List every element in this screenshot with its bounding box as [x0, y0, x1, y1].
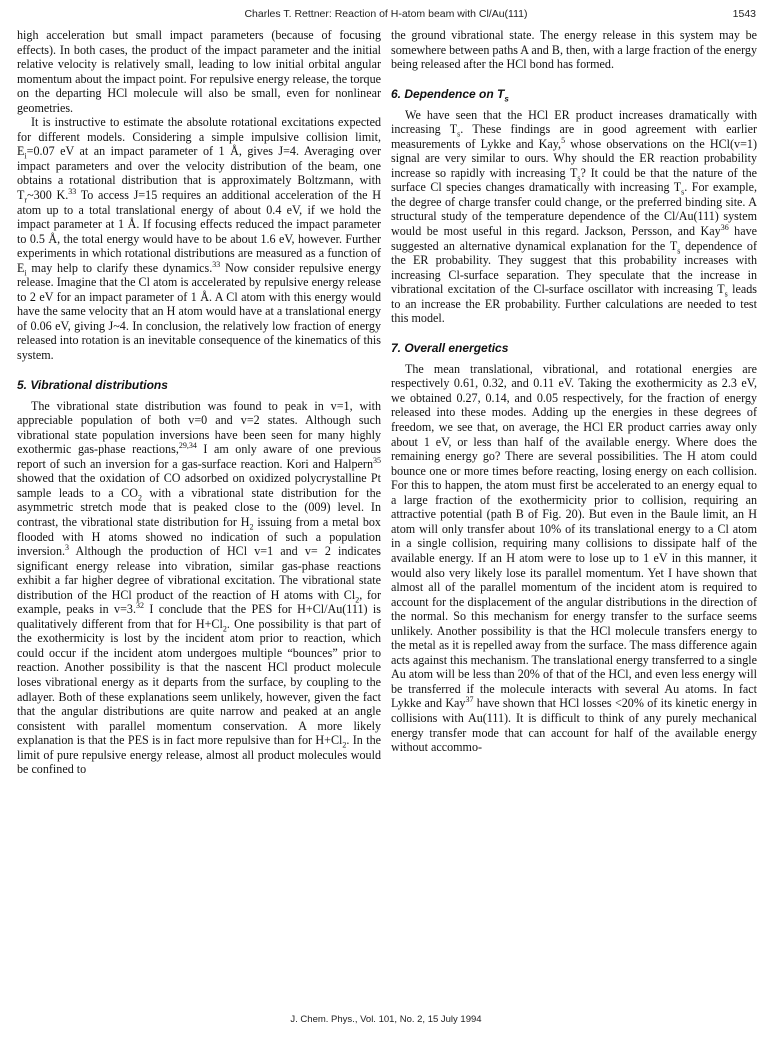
running-header	[0, 8, 772, 24]
paragraph-ts-dependence: We have seen that the HCl ER product increases dramatically with increasing $T_s$. These findings are in good agreement with earlier measurements of Lykke and Kay,$^5$ whose observations on the HCl(v=1) signal are very similar to ours. Why should the ER reaction probability increase so rapidly with increasing $T_s$? It could be that the nature of the surface Cl species changes dramatically with increasing $T_s$. For example, the degree of charge transfer could change, or the preferred binding site. A structural study of the temperature dependence of the Cl/Au(111) system would be most useful in this regard. Jackson, Persson, and Kay$^{36}$ have suggested an alternative dynamical explanation for the $T_s$ dependence of the ER probability. They suggest that this probability increases with increasing Cl-surface separation. They speculate that the increase in vibrational excitation of the Cl-surface oscillator with increasing $T_s$ leads to an increase the ER probability. Further calculations are needed to test this model.	[391, 107, 758, 326]
section-heading-vibrational: 5. Vibrational distributions	[17, 377, 168, 392]
right-column	[391, 28, 757, 755]
running-title: Charles T. Rettner: Reaction of H-atom beam with Cl/Au(111)	[244, 8, 528, 20]
section-heading-ts-dependence: 6. Dependence on $T_s$	[391, 86, 509, 104]
left-column	[17, 28, 381, 777]
section-heading-energetics: 7. Overall energetics	[391, 340, 509, 355]
page-number: 1543	[732, 8, 756, 20]
paragraph-energetics: The mean translational, vibrational, and rotational energies are respectively 0.61, 0.32, and 0.11 eV. Taking the exothermicity as 2.3 eV, we obtained 0.27, 0.14, and 0.05 respectively, for the fraction of energy released into these modes. Adding up the energies in these degrees of freedom, we see that, on average, the HCl ER product carries away only about 1 eV, or less than half of the available energy. Where does the remaining energy go? There are several possibilities. The H atom could bounce one or more times before reacting, losing energy on each collision. For this to happen, the atom must first be accelerated to an energy equal to a large fraction of the exothermicity prior to collision, requiring an attractive potential (path B of Fig. 20). But even in the Baule limit, an H atom will only transfer about 10% of its translational energy to a Cl atom in a single collision, requiring many collisions to dissipate half of the available energy. If an H atom were to lose up to 1 eV in this manner, it would also very likely lose its parallel momentum. Yet I have shown that almost all of the parallel momentum of the incident atom is required to account for the displacement of the angular distributions in the direction of the normal. So this mechanism for energy transfer to the surface seems unlikely. Another possibility is that the HCl molecule transfers energy to the metal as it is repelled away from the surface. The mass difference again acts against this mechanism. The translational energy transferred to a single Au atom will be less than 20% of that of the HCl, and even less energy will be transferred if the molecule interacts with several Au atoms. In fact Lykke and Kay$^{37}$ have shown that HCl losses <20% of its kinetic energy in collisions with Au(111). It is difficult to think of any purely mechanical energy transfer mode that can account for half of the available energy without accommo-	[391, 361, 757, 755]
paragraph-continued: high acceleration but small impact parameters (because of focusing effects). In both cases, the product of the impact parameter and the initial relative velocity is relatively small, leading to low initial orbital angular momentum about the impact point. For repulsive energy release, the torque on the departing HCl molecule will also be small, even for nonlinear geometries.	[17, 28, 381, 115]
paragraph-continued-right: the ground vibrational state. The energy release in this system may be somewhere between paths A and B, then, with a large fraction of the energy being released after the HCl bond has formed.	[391, 28, 757, 72]
journal-citation-footer: J. Chem. Phys., Vol. 101, No. 2, 15 July 1994	[290, 1014, 482, 1025]
paragraph-vibrational: The vibrational state distribution was found to peak in v=1, with appreciable population of both v=0 and v=2 states. Although such vibrational state population inversions have been seen for many highly exothermic gas-phase reactions,$^{29,34}$ I am only aware of one previous report of such an inversion for a gas-surface reaction. Kori and Halpern$^{35}$ showed that the oxidation of CO adsorbed on oxidized polycrystalline Pt sample leads to a $CO_2$ with a vibrational state distribution for the asymmetric stretch mode that is peaked close to the (009) level. In contrast, the vibrational state distribution for $H_2$ issuing from a metal box flooded with H atoms showed no indication of such a population inversion.$^3$ Although the production of HCl v=1 and v= 2 indicates significant energy release into vibration, similar gas-phase reactions exhibit a far higher degree of vibrational excitation. The vibrational state distribution of the HCl product of the reaction of H atoms with $Cl_2$, for example, peaks in v=3.32 I conclude that the PES for H+Cl/Au(111) is qualitatively different from that for $H+Cl_2$. One possibility is that part of the exothermicity is lost by the incident atom prior to reaction, which could occur if the incident atom undergoes multiple “bounces” prior to reaction. Another possibility is that the nascent HCl product molecule loses vibrational energy as it departs from the surface, by coupling to the adlayer. Both of these explanations seem unlikely, however, given the fact that the angular distributions are quite narrow and peaked at an angle consistent with parallel momentum conservation. A more likely explanation is that the PES is in fact more repulsive than for $H+Cl_2$. In the limit of pure repulsive energy release, almost all product molecules would be confined to	[17, 398, 381, 777]
paragraph-rotational-estimate: It is instructive to estimate the absolute rotational excitations expected for different models. Considering a simple impulsive collision limit, $E_i=0.07$ eV at an impact parameter of 1 Å, gives J=4. Averaging over impact parameters and over the velocity distribution of the beam, one obtains a rotational distribution that is approximately Boltzmann, with $T_r\sim 300$ K.$^{33}$ To access J=15 requires an additional acceleration of the H atom up to a total translational energy of about 0.4 eV, if we hold the impact parameter at 1 Å. If focusing effects reduced the impact parameter to 0.5 Å, the total energy would have to be about 1.6 eV, however. Further experiments in which rotational distributions are measured as a function of $E_i$ may help to clarify these dynamics.$^{33}$ Now consider repulsive energy release. Imagine that the Cl atom is accelerated by repulsive energy release to 2 eV for an impact parameter of 1 Å. A Cl atom with this energy would have the same velocity that an H atom would have at a translational energy of 0.06 eV, giving J~4. In conclusion, the relatively low fraction of energy released into rotation is an inevitable consequence of the kinematics of this system.	[17, 115, 381, 363]
